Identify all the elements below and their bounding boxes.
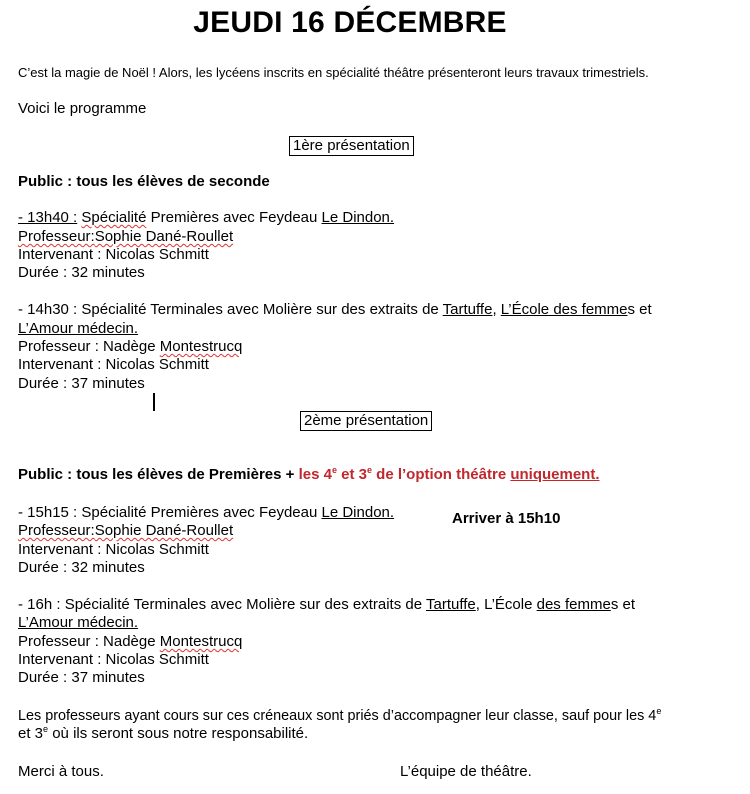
p1-s2-professor [18, 338, 242, 356]
p2-public-red-c: de l’option théâtre [371, 466, 511, 483]
text-cursor [153, 393, 155, 411]
closing-line-1 [18, 707, 661, 725]
p1-s1-professor [18, 228, 233, 246]
presentation-2-heading: 2ème présentation [300, 411, 432, 431]
p2-s2-professor [18, 633, 242, 651]
p2-session1-title [18, 504, 394, 522]
p1-s1-intervenant: Intervenant : Nicolas Schmitt [18, 246, 209, 263]
p2-s1-intervenant: Intervenant : Nicolas Schmitt [18, 541, 209, 558]
closing-line-1-text: Les professeurs ayant cours sur ces créneaux sont priés d’accompagner leur classe, sauf pour les 4 [18, 708, 657, 724]
p1-s2-duree: Durée : 37 minutes [18, 375, 145, 392]
p2-s2-mid: , L’École [475, 596, 537, 613]
p1-session2-title [18, 301, 652, 319]
p2-s1-play: Le Dindon. [321, 504, 395, 521]
p2-public-sup1: e [331, 465, 337, 475]
p2-s2-prof-label: Professeur : Nadège [18, 633, 160, 650]
p2-public-black: Public : tous les élèves de Premières + [18, 466, 299, 483]
p2-s1-prof-label: Professeur: [18, 522, 95, 539]
p1-s1-time: - 13h40 : [18, 209, 78, 226]
p1-s2-play3: L’Amour médecin. [18, 320, 139, 337]
programme-label: Voici le programme [18, 100, 147, 117]
closing-sup2: e [43, 724, 49, 734]
p2-s1-professor [18, 522, 233, 540]
merci-text: Merci à tous. [18, 763, 104, 780]
signature-text: L’équipe de théâtre. [400, 763, 532, 780]
p1-s1-play: Le Dindon. [321, 209, 395, 226]
p2-s1-prof-name: Sophie Dané-Roullet [94, 522, 234, 539]
p1-s2-play2: L’École des femme [500, 301, 628, 318]
presentation-1-heading: 1ère présentation [289, 136, 414, 156]
p1-s2-desc: - 14h30 : Spécialité Terminales avec Molière sur des extraits de [18, 301, 443, 318]
p1-s1-prof-name: Sophie Dané-Roullet [94, 228, 234, 245]
p2-session2-title [18, 596, 635, 614]
closing-line-2-b: où ils seront sous notre responsabilité. [48, 725, 309, 742]
p2-s2-play2: des femme [536, 596, 611, 613]
p2-s1-duree: Durée : 32 minutes [18, 559, 145, 576]
closing-line-2-a: et 3 [18, 725, 44, 742]
p2-s2-play1: Tartuffe [425, 596, 476, 613]
presentation-1-public: Public : tous les élèves de seconde [18, 173, 270, 190]
intro-text: C’est la magie de Noël ! Alors, les lycéens inscrits en spécialité théâtre présenteront leurs travaux trimestriels. [18, 65, 649, 80]
p2-public-red-uniquement: uniquement. [510, 466, 600, 483]
p2-s2-intervenant: Intervenant : Nicolas Schmitt [18, 651, 209, 668]
p1-s2-intervenant: Intervenant : Nicolas Schmitt [18, 356, 209, 373]
p2-s2-desc: - 16h : Spécialité Terminales avec Molière sur des extraits de [18, 596, 426, 613]
p2-public-sup2: e [366, 465, 372, 475]
p1-s2-sep: , [492, 301, 501, 318]
p2-public-red-a: les 4 [298, 466, 332, 483]
closing-sup1: e [656, 706, 662, 717]
closing-line-2 [18, 725, 308, 743]
arrive-note: Arriver à 15h10 [452, 510, 561, 527]
p1-s2-prof-name: Montestrucq [159, 338, 243, 355]
p2-s2-prof-name: Montestrucq [159, 633, 243, 650]
p1-s2-play2-end: s et [627, 301, 652, 318]
p2-s2-duree: Durée : 37 minutes [18, 669, 145, 686]
p1-s2-play1: Tartuffe [442, 301, 493, 318]
p2-s2-play3: L’Amour médecin. [18, 614, 139, 631]
p1-s2-prof-label: Professeur : Nadège [18, 338, 160, 355]
p1-session1-title [18, 209, 394, 227]
p1-s1-duree: Durée : 32 minutes [18, 264, 145, 281]
p2-s2-play2-end: s et [610, 596, 636, 613]
p1-s1-desc: Premières avec Feydeau [146, 209, 322, 226]
page-title: JEUDI 16 DÉCEMBRE [193, 6, 507, 39]
p1-s1-spec: Spécialité [81, 209, 147, 226]
p2-s1-desc: - 15h15 : Spécialité Premières avec Feydeau [18, 504, 322, 521]
p1-s1-prof-label: Professeur: [18, 228, 95, 245]
p2-public-red-b: et 3 [336, 466, 367, 483]
presentation-2-public [18, 466, 600, 484]
